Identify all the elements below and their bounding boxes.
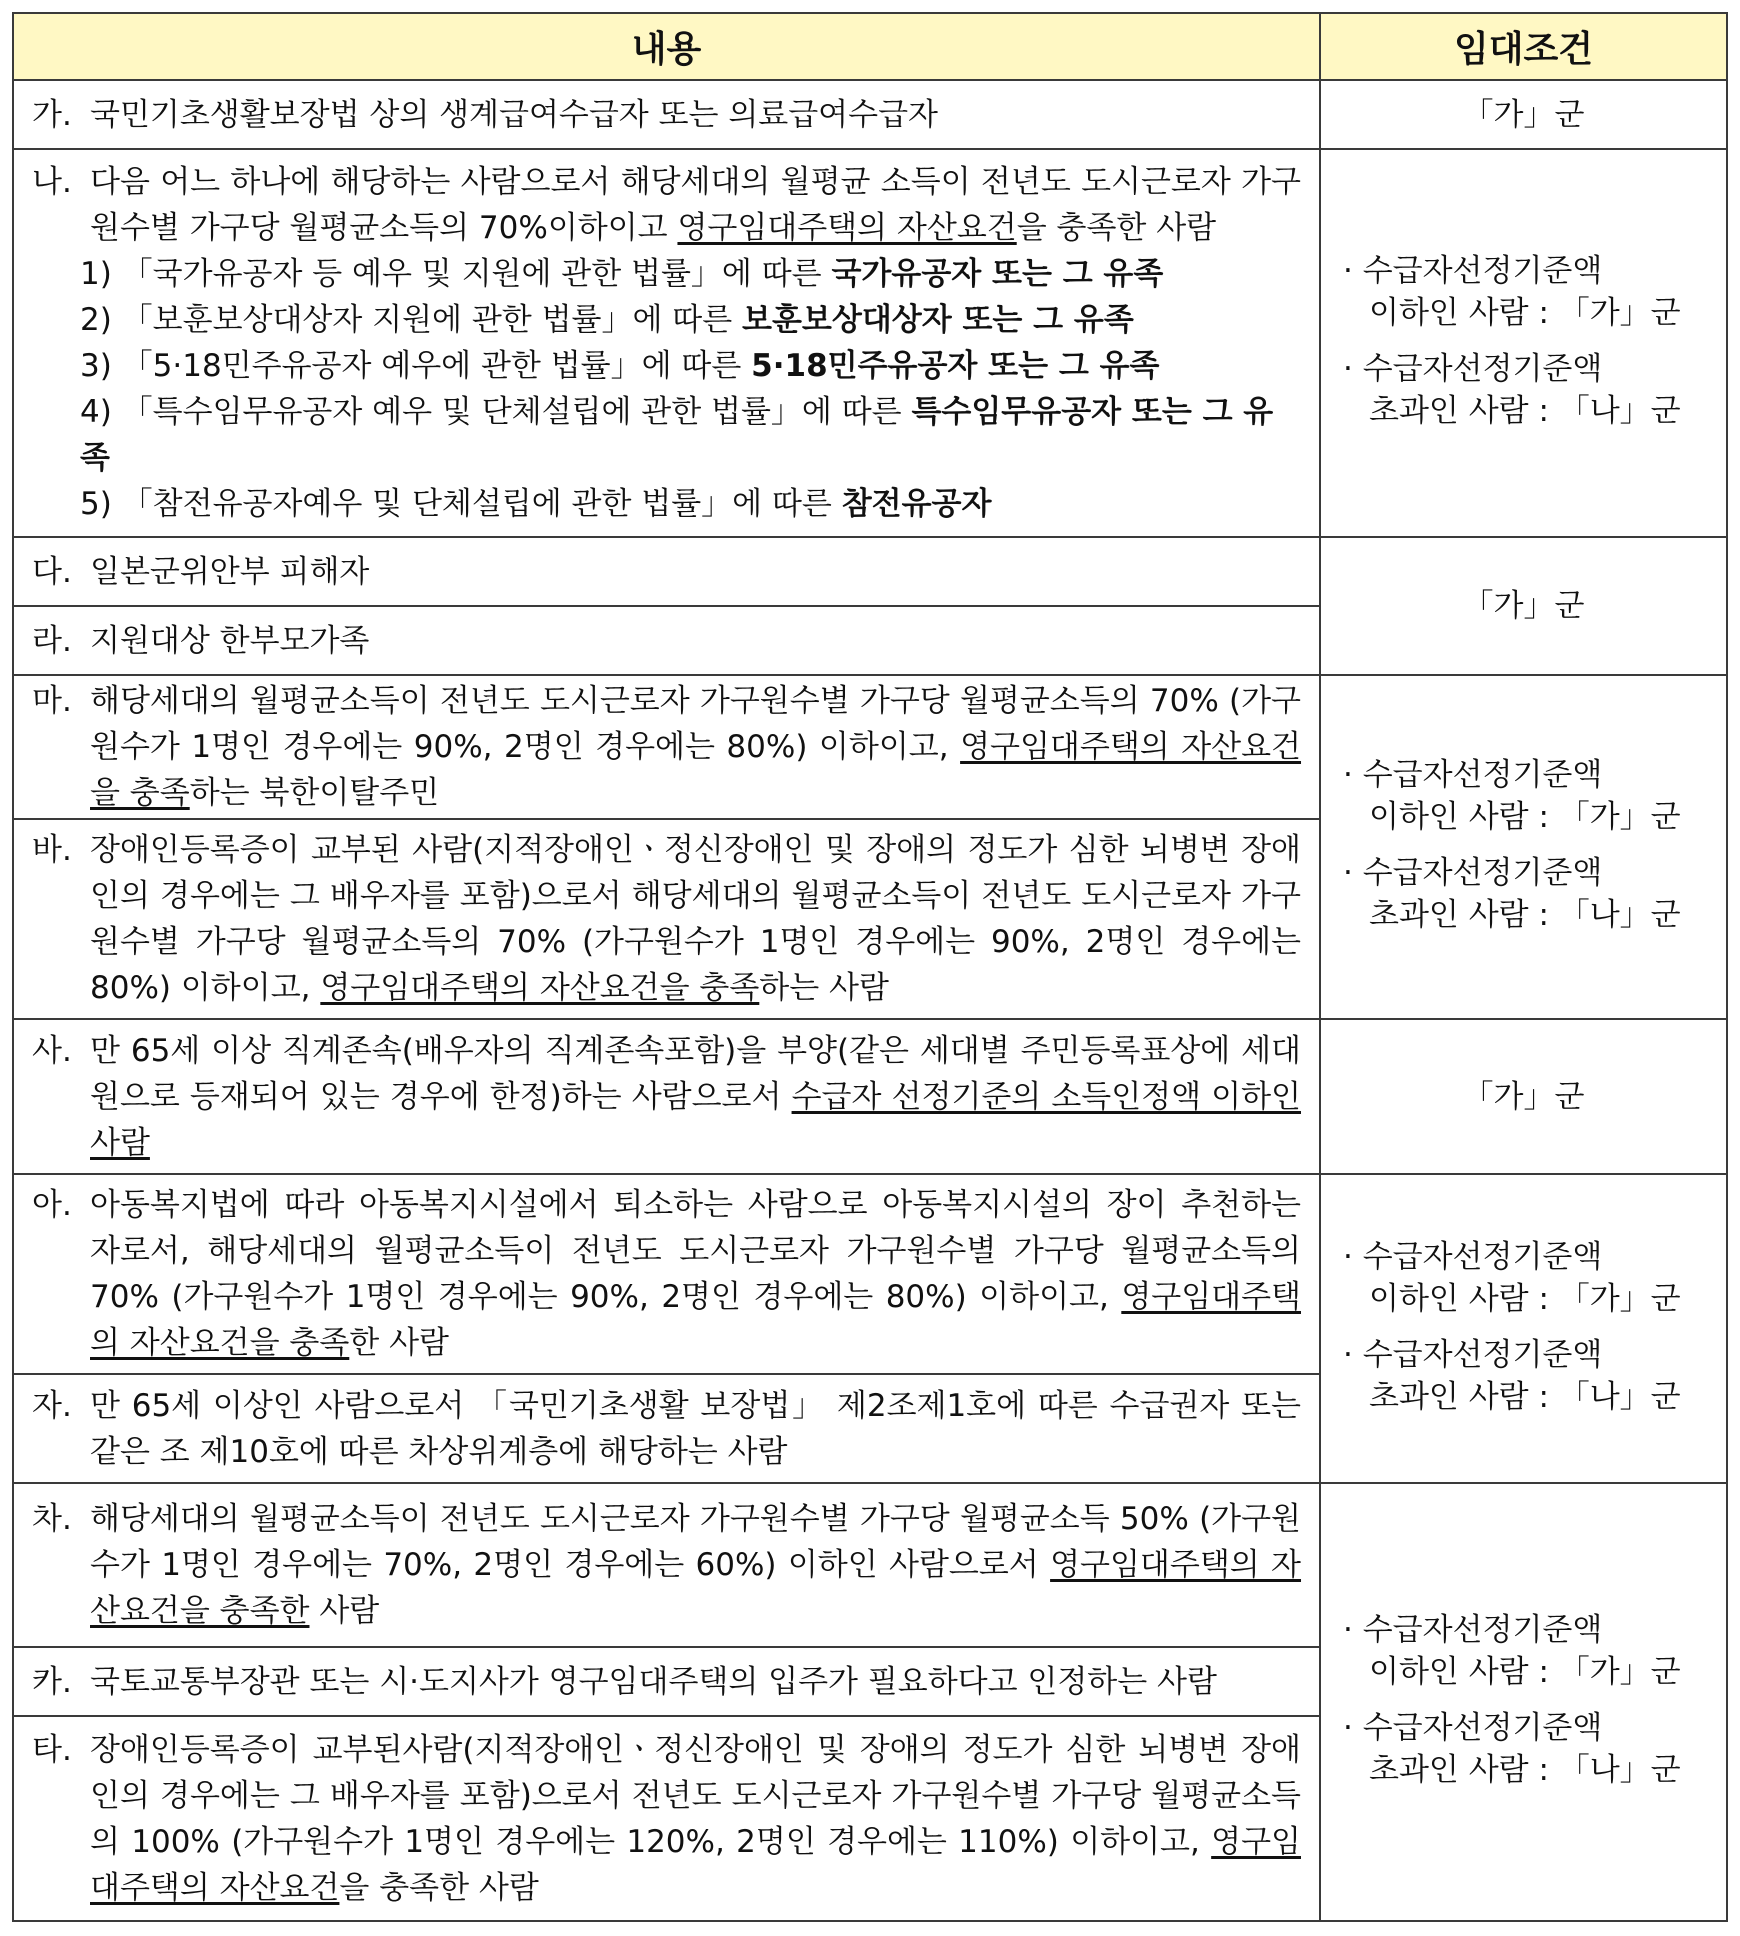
row-marker: 나. [32,164,72,200]
row-ga-content [13,80,1320,149]
row-text: 일본군위안부 피해자 [90,553,370,590]
row-ba-content [13,819,1320,1019]
sub-item: 2) 「보훈보상대상자 지원에 관한 법률」에 따른 보훈보상대상자 또는 그 유족 [80,302,1134,338]
row-marker: 마. [32,683,72,719]
row-marker: 가. [32,96,72,133]
table-row [13,537,1727,606]
header-content: 내용 [13,13,1320,80]
row-text: 국토교통부장관 또는 시·도지사가 영구임대주택의 입주가 필요하다고 인정하는 사람 [90,1663,1217,1700]
row-ta-content [13,1716,1320,1921]
asset-requirement-underline: 영구임대주택의 자산요건 [677,210,1017,246]
row-ma-content [13,675,1320,819]
row-text: 국민기초생활보장법 상의 생계급여수급자 또는 의료급여수급자 [90,96,938,133]
row-text: 해당세대의 월평균소득이 전년도 도시근로자 가구원수별 가구당 월평균소득 50% (가구원수가 1명인 경우에는 70%, 2명인 경우에는 60%) 이하인 사람으로서 영구임대주택의 자산요건을 충족한 사람 [90,1501,1302,1629]
row-aja-condition: · 수급자선정기준액 이하인 사람 : 「가」군 · 수급자선정기준액 초과인 사람 : 「나」군 [1320,1174,1727,1483]
table-row [13,675,1727,819]
sub-item: 4) 「특수임무유공자 예우 및 단체설립에 관한 법률」에 따른 특수임무유공자 또는 그 유족 [80,394,1274,476]
row-marker: 자. [32,1387,72,1424]
row-marker: 타. [32,1731,72,1768]
header-condition: 임대조건 [1320,13,1727,80]
table-row [13,1019,1727,1174]
row-marker: 아. [32,1187,72,1223]
row-text: 해당세대의 월평균소득이 전년도 도시근로자 가구원수별 가구당 월평균소득의 70% (가구원수가 1명인 경우에는 90%, 2명인 경우에는 80%) 이하이고, 영구임대주택의 자산요건을 충족하는 북한이탈주민 [90,683,1302,811]
row-chakata-condition: · 수급자선정기준액 이하인 사람 : 「가」군 · 수급자선정기준액 초과인 사람 : 「나」군 [1320,1483,1727,1921]
row-text: 지원대상 한부모가족 [90,622,370,659]
row-marker: 차. [32,1501,72,1537]
eligibility-table [12,12,1728,1922]
row-ga-condition: 「가」군 [1320,80,1727,149]
row-marker: 라. [32,622,72,659]
row-marker: 카. [32,1663,72,1700]
table-row [13,1483,1727,1647]
row-maba-condition: · 수급자선정기준액 이하인 사람 : 「가」군 · 수급자선정기준액 초과인 사람 : 「나」군 [1320,675,1727,1019]
row-na-condition: · 수급자선정기준액 이하인 사람 : 「가」군 · 수급자선정기준액 초과인 사람 : 「나」군 [1320,149,1727,537]
sub-item: 3) 「5·18민주유공자 예우에 관한 법률」에 따른 5·18민주유공자 또는 그 유족 [80,348,1160,384]
row-text: 다음 어느 하나에 해당하는 사람으로서 해당세대의 월평균 소득이 전년도 도시근로자 가구원수별 가구당 월평균소득의 70%이하이고 영구임대주택의 자산요건을 충족한 사람 [90,164,1301,246]
table-row [13,80,1727,149]
row-da-content [13,537,1320,606]
table-row [13,149,1727,537]
row-text: 장애인등록증이 교부된 사람(지적장애인ㆍ정신장애인 및 장애의 정도가 심한 뇌병변 장애인의 경우에는 그 배우자를 포함)으로서 해당세대의 월평균소득이 전년도 도시근로자 가구원수별 가구당 월평균소득의 70% (가구원수가 1명인 경우에는 90%, 2명인 경우에는 80%) 이하이고, 영구임대주택의 자산요건을 충족하는 사람 [90,832,1301,1006]
row-marker: 다. [32,553,72,590]
header-row [13,13,1727,80]
row-na-content [13,149,1320,537]
sub-item: 1) 「국가유공자 등 예우 및 지원에 관한 법률」에 따른 국가유공자 또는 그 유족 [80,256,1164,292]
row-a-content [13,1174,1320,1374]
row-sa-content [13,1019,1320,1174]
row-ka-content [13,1647,1320,1716]
row-text: 아동복지법에 따라 아동복지시설에서 퇴소하는 사람으로 아동복지시설의 장이 추천하는 자로서, 해당세대의 월평균소득이 전년도 도시근로자 가구원수별 가구당 월평균소득의 70% (가구원수가 1명인 경우에는 90%, 2명인 경우에는 80%) 이하이고, 영구임대주택의 자산요건을 충족한 사람 [90,1187,1301,1361]
row-marker: 사. [32,1032,72,1069]
row-text: 만 65세 이상인 사람으로서 「국민기초생활 보장법」 제2조제1호에 따른 수급권자 또는 같은 조 제10호에 따른 차상위계층에 해당하는 사람 [90,1387,1301,1470]
row-ra-content [13,606,1320,675]
sub-item: 5) 「참전유공자예우 및 단체설립에 관한 법률」에 따른 참전유공자 [80,486,992,522]
table-row [13,1174,1727,1374]
row-ja-content [13,1374,1320,1483]
row-text: 장애인등록증이 교부된사람(지적장애인ㆍ정신장애인 및 장애의 정도가 심한 뇌병변 장애인의 경우에는 그 배우자를 포함)으로서 전년도 도시근로자 가구원수별 가구당 월평균소득의 100% (가구원수가 1명인 경우에는 120%, 2명인 경우에는 110%) 이하이고, 영구임대주택의 자산요건을 충족한 사람 [90,1731,1301,1906]
row-marker: 바. [32,832,72,868]
row-dara-condition: 「가」군 [1320,537,1727,675]
row-text: 만 65세 이상 직계존속(배우자의 직계존속포함)을 부양(같은 세대별 주민등록표상에 세대원으로 등재되어 있는 경우에 한정)하는 사람으로서 수급자 선정기준의 소득인정액 이하인 사람 [90,1032,1301,1161]
row-sa-condition: 「가」군 [1320,1019,1727,1174]
row-cha-content [13,1483,1320,1647]
